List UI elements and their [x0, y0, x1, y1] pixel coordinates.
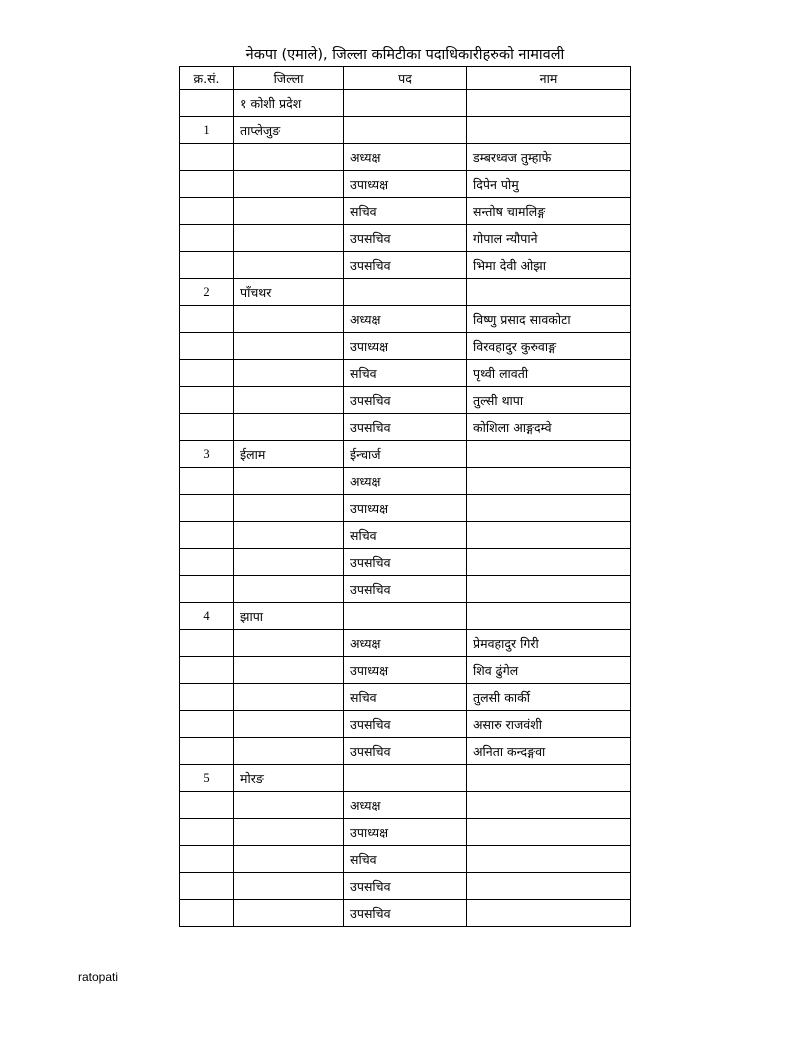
- name-cell: शिव ढुंगेल: [467, 657, 631, 684]
- district-cell: [234, 738, 344, 765]
- position-cell: उपसचिव: [344, 900, 467, 927]
- serial-cell: [180, 171, 234, 198]
- header-position: पद: [344, 67, 467, 90]
- district-cell: [234, 576, 344, 603]
- table-row: [180, 171, 631, 198]
- serial-cell: [180, 900, 234, 927]
- district-cell: [234, 495, 344, 522]
- name-cell: [467, 468, 631, 495]
- name-cell: [467, 441, 631, 468]
- header-serial: क्र.सं.: [180, 67, 234, 90]
- position-cell: उपसचिव: [344, 576, 467, 603]
- serial-cell: [180, 144, 234, 171]
- table-row: [180, 279, 631, 306]
- position-cell: सचिव: [344, 522, 467, 549]
- table-row: [180, 549, 631, 576]
- position-cell: अध्यक्ष: [344, 792, 467, 819]
- district-cell: [234, 711, 344, 738]
- district-cell: [234, 522, 344, 549]
- table-row: [180, 522, 631, 549]
- name-cell: विष्णु प्रसाद सावकोटा: [467, 306, 631, 333]
- serial-cell: 5: [180, 765, 234, 792]
- district-cell: [234, 468, 344, 495]
- position-cell: उपाध्यक्ष: [344, 819, 467, 846]
- serial-cell: [180, 387, 234, 414]
- serial-cell: [180, 819, 234, 846]
- header-name: नाम: [467, 67, 631, 90]
- table-row: [180, 144, 631, 171]
- position-cell: उपाध्यक्ष: [344, 333, 467, 360]
- name-cell: प्रेमवहादुर गिरी: [467, 630, 631, 657]
- serial-cell: [180, 846, 234, 873]
- table-row: [180, 603, 631, 630]
- table-row: [180, 846, 631, 873]
- position-cell: [344, 603, 467, 630]
- table-row: [180, 225, 631, 252]
- table-row: [180, 117, 631, 144]
- district-cell: ईलाम: [234, 441, 344, 468]
- table-row: [180, 873, 631, 900]
- table-body: [180, 90, 631, 927]
- serial-cell: 1: [180, 117, 234, 144]
- serial-cell: [180, 198, 234, 225]
- district-cell: [234, 225, 344, 252]
- name-cell: तुलसी कार्की: [467, 684, 631, 711]
- table-row: [180, 306, 631, 333]
- district-cell: [234, 252, 344, 279]
- position-cell: [344, 117, 467, 144]
- table-row: [180, 360, 631, 387]
- serial-cell: [180, 630, 234, 657]
- document-title: नेकपा (एमाले), जिल्ला कमिटीका पदाधिकारीहरुको नामावली: [245, 47, 565, 63]
- district-cell: [234, 657, 344, 684]
- district-cell: मोरङ: [234, 765, 344, 792]
- district-cell: [234, 171, 344, 198]
- position-cell: उपाध्यक्ष: [344, 171, 467, 198]
- officials-table: [179, 66, 631, 927]
- name-cell: असारु राजवंशी: [467, 711, 631, 738]
- name-cell: [467, 846, 631, 873]
- name-cell: [467, 603, 631, 630]
- position-cell: उपाध्यक्ष: [344, 495, 467, 522]
- serial-cell: 3: [180, 441, 234, 468]
- serial-cell: [180, 576, 234, 603]
- name-cell: [467, 549, 631, 576]
- name-cell: सन्तोष चामलिङ्ग: [467, 198, 631, 225]
- header-district: जिल्ला: [234, 67, 344, 90]
- position-cell: [344, 765, 467, 792]
- district-cell: [234, 414, 344, 441]
- serial-cell: [180, 90, 234, 117]
- serial-cell: [180, 225, 234, 252]
- table-row: [180, 495, 631, 522]
- name-cell: [467, 279, 631, 306]
- serial-cell: [180, 333, 234, 360]
- serial-cell: [180, 657, 234, 684]
- name-cell: [467, 576, 631, 603]
- district-cell: [234, 333, 344, 360]
- position-cell: उपसचिव: [344, 414, 467, 441]
- position-cell: उपाध्यक्ष: [344, 657, 467, 684]
- position-cell: अध्यक्ष: [344, 468, 467, 495]
- name-cell: [467, 900, 631, 927]
- serial-cell: [180, 549, 234, 576]
- table-row: [180, 414, 631, 441]
- position-cell: सचिव: [344, 846, 467, 873]
- table-row: [180, 90, 631, 117]
- serial-cell: [180, 738, 234, 765]
- name-cell: [467, 90, 631, 117]
- name-cell: [467, 873, 631, 900]
- table-row: [180, 441, 631, 468]
- district-cell: [234, 549, 344, 576]
- table-row: [180, 468, 631, 495]
- table-row: [180, 630, 631, 657]
- district-cell: [234, 846, 344, 873]
- serial-cell: [180, 792, 234, 819]
- name-cell: दिपेन पोमु: [467, 171, 631, 198]
- serial-cell: [180, 684, 234, 711]
- serial-cell: [180, 360, 234, 387]
- name-cell: [467, 495, 631, 522]
- table-row: [180, 900, 631, 927]
- position-cell: अध्यक्ष: [344, 630, 467, 657]
- position-cell: उपसचिव: [344, 549, 467, 576]
- serial-cell: [180, 468, 234, 495]
- table-row: [180, 711, 631, 738]
- district-cell: [234, 900, 344, 927]
- name-cell: [467, 792, 631, 819]
- serial-cell: [180, 306, 234, 333]
- name-cell: [467, 819, 631, 846]
- table-row: [180, 198, 631, 225]
- district-cell: [234, 684, 344, 711]
- serial-cell: 2: [180, 279, 234, 306]
- district-cell: [234, 792, 344, 819]
- name-cell: अनिता कन्दङ्गवा: [467, 738, 631, 765]
- table-row: [180, 252, 631, 279]
- district-cell: [234, 819, 344, 846]
- position-cell: अध्यक्ष: [344, 144, 467, 171]
- serial-cell: [180, 414, 234, 441]
- name-cell: भिमा देवी ओझा: [467, 252, 631, 279]
- position-cell: उपसचिव: [344, 711, 467, 738]
- position-cell: [344, 90, 467, 117]
- table-row: [180, 765, 631, 792]
- table-row: [180, 576, 631, 603]
- serial-cell: [180, 252, 234, 279]
- position-cell: उपसचिव: [344, 873, 467, 900]
- district-cell: [234, 873, 344, 900]
- name-cell: डम्बरध्वज तुम्हाफे: [467, 144, 631, 171]
- district-cell: पाँचथर: [234, 279, 344, 306]
- position-cell: अध्यक्ष: [344, 306, 467, 333]
- name-cell: पृथ्वी लावती: [467, 360, 631, 387]
- serial-cell: [180, 522, 234, 549]
- serial-cell: [180, 873, 234, 900]
- position-cell: उपसचिव: [344, 387, 467, 414]
- district-cell: [234, 144, 344, 171]
- position-cell: उपसचिव: [344, 252, 467, 279]
- table-row: [180, 738, 631, 765]
- table-header-row: [180, 67, 631, 90]
- name-cell: कोशिला आङ्गदम्वे: [467, 414, 631, 441]
- district-cell: [234, 306, 344, 333]
- name-cell: [467, 522, 631, 549]
- name-cell: गोपाल न्यौपाने: [467, 225, 631, 252]
- name-cell: तुल्सी थापा: [467, 387, 631, 414]
- serial-cell: [180, 711, 234, 738]
- position-cell: सचिव: [344, 684, 467, 711]
- table-row: [180, 819, 631, 846]
- position-cell: सचिव: [344, 360, 467, 387]
- source-footer: ratopati: [78, 970, 119, 984]
- position-cell: उपसचिव: [344, 225, 467, 252]
- district-cell: ताप्लेजुङ: [234, 117, 344, 144]
- name-cell: [467, 117, 631, 144]
- position-cell: ईन्चार्ज: [344, 441, 467, 468]
- table-row: [180, 387, 631, 414]
- district-cell: [234, 387, 344, 414]
- name-cell: विरवहादुर कुरुवाङ्ग: [467, 333, 631, 360]
- serial-cell: [180, 495, 234, 522]
- serial-cell: 4: [180, 603, 234, 630]
- district-cell: झापा: [234, 603, 344, 630]
- district-cell: [234, 198, 344, 225]
- table-row: [180, 333, 631, 360]
- position-cell: सचिव: [344, 198, 467, 225]
- table-row: [180, 684, 631, 711]
- position-cell: [344, 279, 467, 306]
- table-row: [180, 657, 631, 684]
- name-cell: [467, 765, 631, 792]
- district-cell: [234, 630, 344, 657]
- district-cell: [234, 360, 344, 387]
- district-cell: १ कोशी प्रदेश: [234, 90, 344, 117]
- table-row: [180, 792, 631, 819]
- position-cell: उपसचिव: [344, 738, 467, 765]
